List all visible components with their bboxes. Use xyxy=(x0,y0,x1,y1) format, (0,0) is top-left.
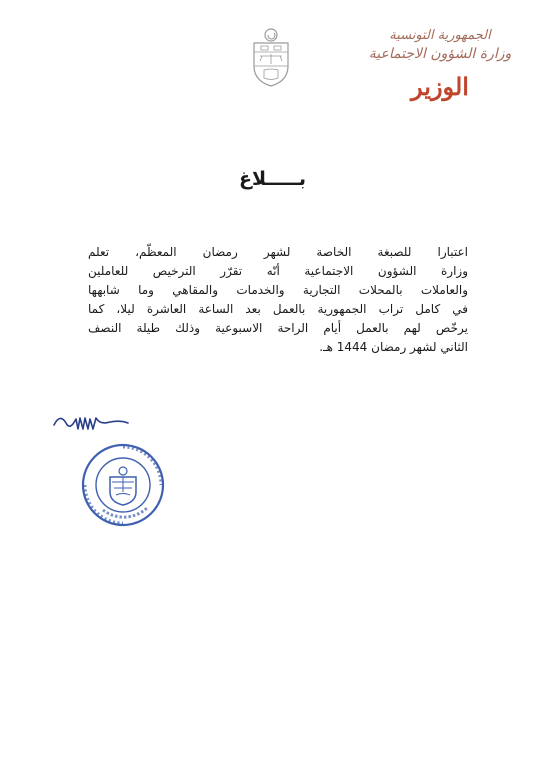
body-line: والعاملات بالمحلات التجارية والخدمات والمقاهي وما شابهها xyxy=(88,283,468,297)
announcement-body xyxy=(88,243,468,357)
ministry-name: وزارة الشؤون الاجتماعية xyxy=(368,46,512,62)
document-title: بـــــلاغ xyxy=(238,168,306,190)
body-line: اعتبارا للصبغة الخاصة لشهر رمضان المعظّم، تعلم xyxy=(88,245,468,259)
republic-name: الجمهورية التونسية xyxy=(389,28,491,43)
minister-title: الوزير xyxy=(411,72,469,101)
body-line: الثاني لشهر رمضان 1444 هـ. xyxy=(319,340,468,354)
coat-of-arms-icon xyxy=(248,26,294,88)
signature xyxy=(50,405,130,437)
body-line: في كامل تراب الجمهورية بالعمل بعد الساعة العاشرة ليلا، كما xyxy=(88,302,468,316)
body-line: وزارة الشؤون الاجتماعية أنّه تقرّر الترخيص للعاملين xyxy=(88,264,468,278)
ministry-header xyxy=(365,28,515,102)
official-stamp xyxy=(78,440,168,530)
body-line: يرخّص لهم بالعمل أيام الراحة الاسبوعية وذلك طيلة النصف xyxy=(88,321,468,335)
